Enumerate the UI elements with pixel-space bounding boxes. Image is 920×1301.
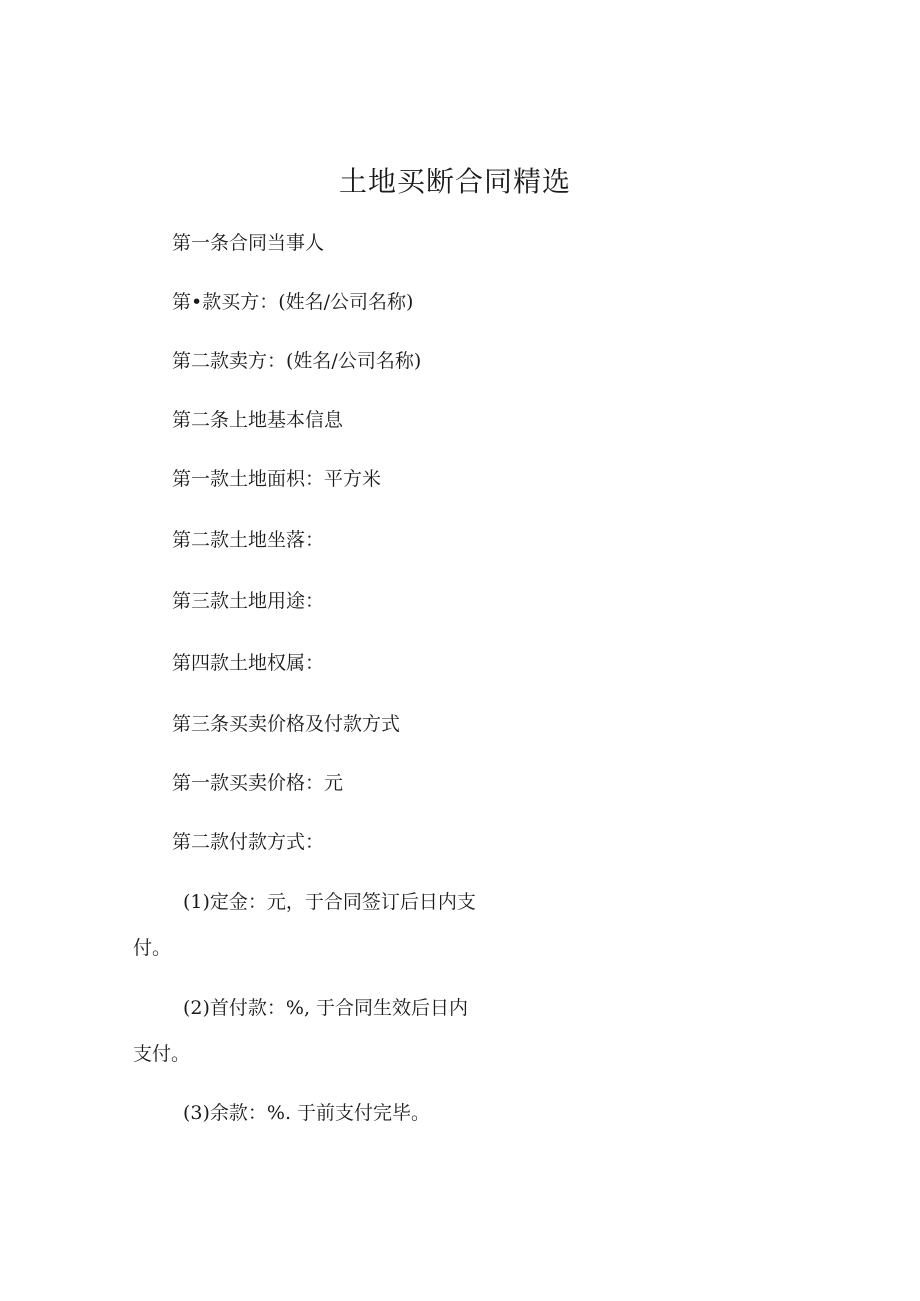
document-title: 土地买断合同精选 bbox=[338, 165, 571, 198]
clause-price: 第一款买卖价格：元 bbox=[172, 772, 344, 794]
payment-item-balance: (3)余款：%. 于前支付完毕。 bbox=[183, 1102, 431, 1124]
clause-payment-method: 第二款付款方式： bbox=[172, 831, 325, 853]
payment-item-down-payment: (2)首付款：%, 于合同生效后日内 bbox=[183, 997, 469, 1019]
clause-seller: 第二款卖方：(姓名/公司名称) bbox=[172, 350, 422, 372]
clause-land-ownership: 第四款土地权属： bbox=[172, 652, 325, 674]
clause-land-use: 第三款土地用途： bbox=[172, 590, 325, 612]
article-2-heading: 第二条上地基本信息 bbox=[172, 409, 344, 431]
payment-item-deposit-cont: 付。 bbox=[133, 937, 172, 959]
clause-buyer: 第•款买方：(姓名/公司名称) bbox=[172, 291, 414, 313]
article-3-heading: 第三条买卖价格及付款方式 bbox=[172, 713, 401, 735]
payment-item-down-payment-cont: 支付。 bbox=[133, 1043, 191, 1065]
payment-item-deposit: (1)定金：元，于合同签订后日内支 bbox=[183, 891, 476, 913]
clause-land-area: 第一款土地面枳：平方米 bbox=[172, 468, 382, 490]
clause-land-location: 第二款土地坐落： bbox=[172, 529, 325, 551]
article-1-heading: 第一条合同当事人 bbox=[172, 232, 325, 254]
